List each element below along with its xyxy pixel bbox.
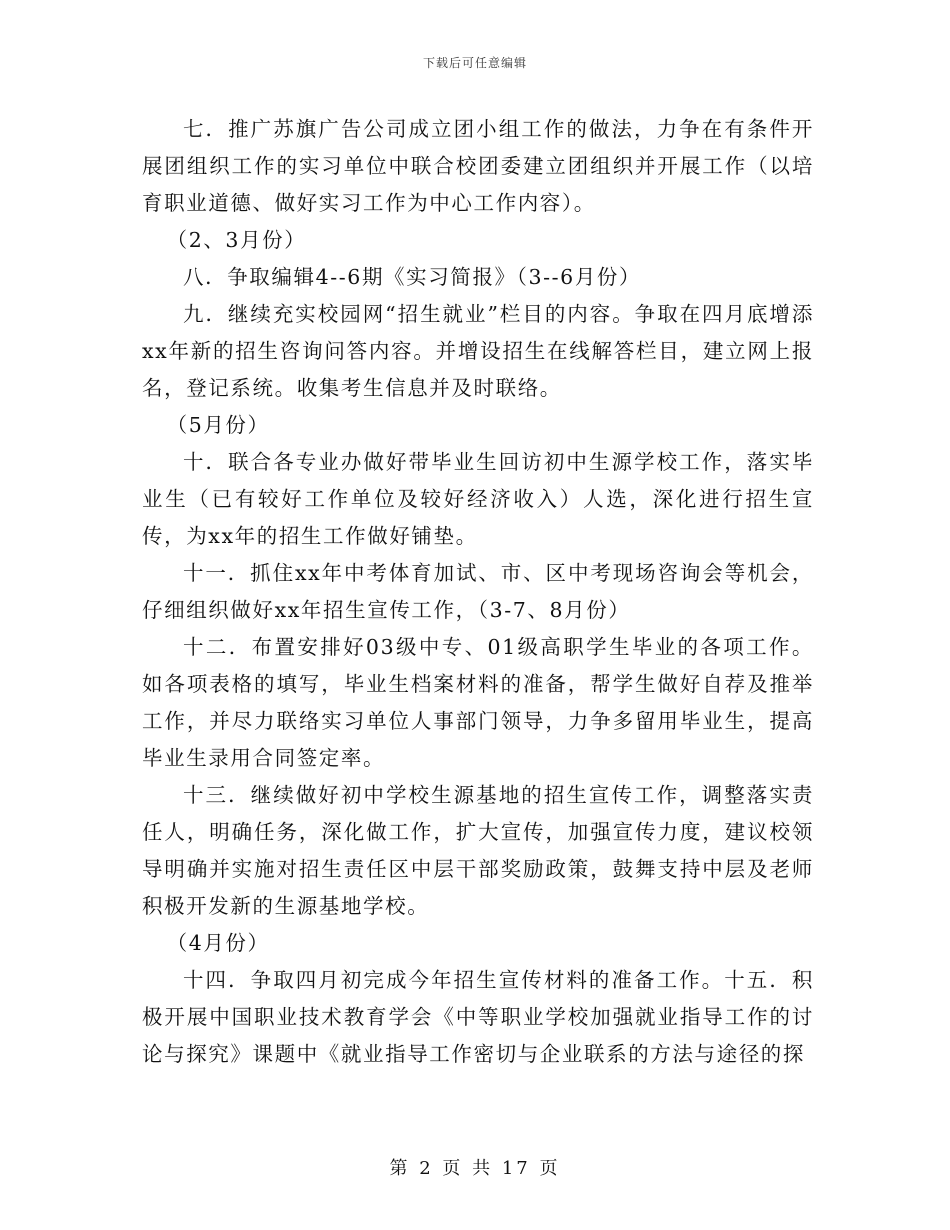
paragraph-item-14: 十四．争取四月初完成今年招生宣传材料的准备工作。十五．积极开展中国职业技术教育学会《中等职业学校加强就业指导工作的讨论与探究》课题中《就业指导工作密切与企业联系的方法与途径的探	[142, 968, 814, 1066]
paragraph-item-8: 八．争取编辑4--6期《实习简报》（3--6月份）	[183, 265, 642, 289]
paragraph-date-note: （5月份）	[166, 413, 270, 437]
paragraph-item-13: 十三．继续做好初中学校生源基地的招生宣传工作，调整落实责任人，明确任务，深化做工作，扩大宣传，加强宣传力度，建议校领导明确并实施对招生责任区中层干部奖励政策，鼓舞支持中层及老师积极开发新的生源基地学校。	[142, 783, 814, 918]
paragraph-item-9: 九．继续充实校园网“招生就业”栏目的内容。争取在四月底增添xx年新的招生咨询问答内容。并增设招生在线解答栏目，建立网上报名，登记系统。收集考生信息并及时联络。	[142, 302, 814, 400]
page-header: 下载后可任意编辑	[422, 56, 527, 70]
paragraph-item-11: 十一．抓住xx年中考体育加试、市、区中考现场咨询会等机会，仔细组织做好xx年招生宣传工作，（3-7、8月份）	[142, 561, 814, 622]
document-body	[142, 111, 814, 1073]
paragraph-item-12: 十二．布置安排好03级中专、01级高职学生毕业的各项工作。如各项表格的填写，毕业生档案材料的准备，帮学生做好自荐及推举工作，并尽力联络实习单位人事部门领导，力争多留用毕业生，提高毕业生录用合同签定率。	[142, 635, 814, 770]
paragraph-date-note: （4月份）	[166, 931, 270, 955]
paragraph-item-7: 七．推广苏旗广告公司成立团小组工作的做法，力争在有条件开展团组织工作的实习单位中联合校团委建立团组织并开展工作（以培育职业道德、做好实习工作为中心工作内容）。	[142, 117, 814, 215]
paragraph-item-10: 十．联合各专业办做好带毕业生回访初中生源学校工作，落实毕业生（已有较好工作单位及较好经济收入）人选，深化进行招生宣传，为xx年的招生工作做好铺垫。	[142, 450, 814, 548]
page-footer-number: 第 2 页 共 17 页	[389, 1158, 561, 1179]
paragraph-date-note: （2、3月份）	[166, 228, 307, 252]
